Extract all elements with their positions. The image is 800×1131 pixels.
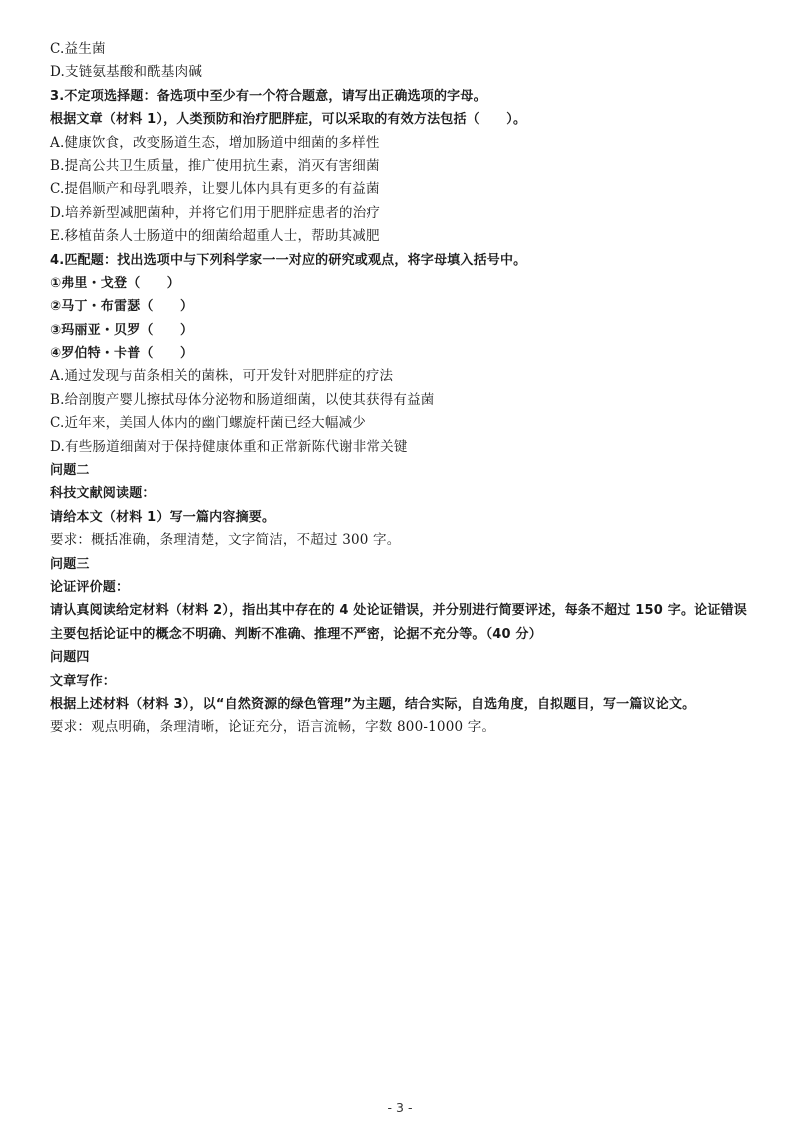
- problem4-requirement: 要求：观点明确，条理清晰，论证充分，语言流畅，字数 800-1000 字。: [50, 719, 496, 736]
- q2-option-c: C.益生菌: [50, 41, 106, 57]
- q3-option-a: A.健康饮食，改变肠道生态，增加肠道中细菌的多样性: [50, 134, 380, 151]
- q4-heading: 4.匹配题：找出选项中与下列科学家一一对应的研究或观点，将字母填入括号中。: [50, 252, 527, 268]
- q4-scientist-1: ①弗里・戈登（ ）: [50, 275, 181, 291]
- q3-option-b: B.提高公共卫生质量，推广使用抗生素，消灭有害细菌: [50, 157, 380, 174]
- problem2-requirement: 要求：概括准确，条理清楚，文字简洁，不超过 300 字。: [50, 532, 401, 549]
- q4-option-d: D.有些肠道细菌对于保持健康体重和正常新陈代谢非常关键: [50, 438, 408, 455]
- document-page: [50, 38, 750, 740]
- q4-option-c: C.近年来，美国人体内的幽门螺旋杆菌已经大幅减少: [50, 415, 366, 432]
- q4-scientist-3: ③玛丽亚・贝罗（ ）: [50, 322, 194, 338]
- q4-option-a: A.通过发现与苗条相关的菌株，可开发针对肥胖症的疗法: [50, 368, 394, 385]
- problem2-title: 问题二: [50, 463, 90, 479]
- problem2-type: 科技文献阅读题：: [50, 486, 156, 502]
- q3-option-e: E.移植苗条人士肠道中的细菌给超重人士，帮助其减肥: [50, 228, 380, 245]
- problem4-type: 文章写作：: [50, 673, 117, 689]
- page-number: - 3 -: [387, 1100, 413, 1115]
- q4-scientist-2: ②马丁・布雷瑟（ ）: [50, 299, 194, 315]
- q3-heading: 3.不定项选择题：备选项中至少有一个符合题意，请写出正确选项的字母。: [50, 88, 487, 104]
- q3-stem: 根据文章（材料 1），人类预防和治疗肥胖症，可以采取的有效方法包括（ ）。: [50, 112, 527, 128]
- problem2-task: 请给本文（材料 1）写一篇内容摘要。: [50, 509, 276, 525]
- q4-scientist-4: ④罗伯特・卡普（ ）: [50, 346, 194, 362]
- q2-option-d: D.支链氨基酸和酰基肉碱: [50, 64, 203, 81]
- problem3-task: 请认真阅读给定材料（材料 2），指出其中存在的 4 处论证错误，并分别进行简要评述，每条不超过 150 字。论证错误主要包括论证中的概念不明确、判断不准确、推理不严密，论据不充分等。（40 分）: [50, 603, 747, 642]
- problem4-task: 根据上述材料（材料 3），以“自然资源的绿色管理”为主题，结合实际，自选角度，自拟题目，写一篇议论文。: [50, 696, 696, 712]
- problem4-title: 问题四: [50, 650, 90, 666]
- q3-option-d: D.培养新型减肥菌种，并将它们用于肥胖症患者的治疗: [50, 204, 381, 221]
- problem3-title: 问题三: [50, 556, 90, 572]
- q3-option-c: C.提倡顺产和母乳喂养，让婴儿体内具有更多的有益菌: [50, 181, 380, 198]
- q4-option-b: B.给剖腹产婴儿擦拭母体分泌物和肠道细菌，以使其获得有益菌: [50, 391, 435, 408]
- problem3-type: 论证评价题：: [50, 579, 130, 595]
